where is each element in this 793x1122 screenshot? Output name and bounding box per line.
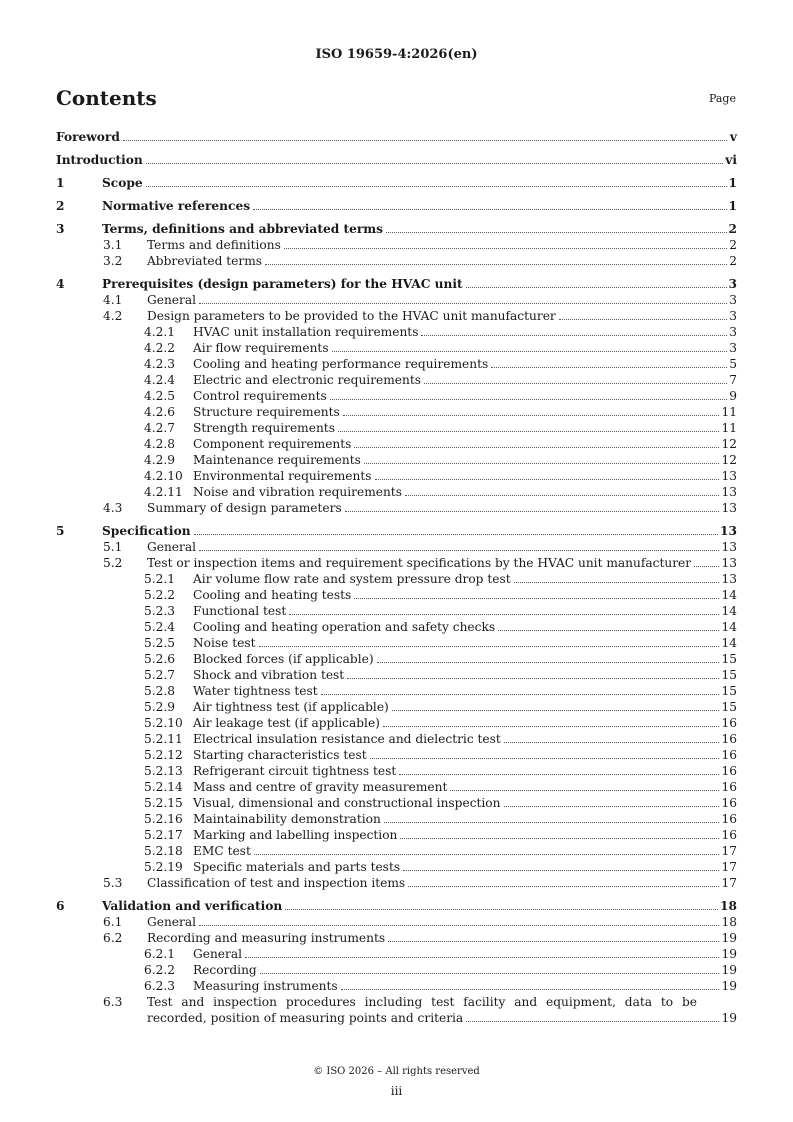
toc-entry[interactable] bbox=[56, 930, 737, 946]
toc-entry[interactable] bbox=[56, 651, 737, 667]
toc-entry-title: Maintainability demonstration bbox=[193, 812, 381, 826]
toc-entry[interactable] bbox=[56, 221, 737, 237]
toc-entry-number: 6 bbox=[56, 899, 65, 913]
dot-leader bbox=[330, 399, 727, 400]
toc-entry[interactable] bbox=[56, 667, 737, 683]
toc-entry-page: 3 bbox=[729, 293, 737, 307]
dot-leader bbox=[514, 582, 720, 583]
toc-entry-page: 3 bbox=[729, 341, 737, 355]
dot-leader bbox=[343, 415, 720, 416]
dot-leader bbox=[259, 646, 720, 647]
toc-entry-page: 1 bbox=[728, 199, 737, 213]
toc-entry-page: 2 bbox=[729, 254, 737, 268]
toc-entry-title: Normative references bbox=[102, 199, 251, 213]
toc-entry[interactable] bbox=[56, 500, 737, 516]
toc-entry-page: v bbox=[729, 130, 737, 144]
dot-leader bbox=[194, 534, 718, 535]
toc-entry-number: 6.1 bbox=[103, 915, 123, 929]
dot-leader bbox=[491, 367, 727, 368]
toc-entry-title: Cooling and heating operation and safety checks bbox=[193, 620, 496, 634]
dot-leader bbox=[392, 710, 720, 711]
dot-leader bbox=[466, 287, 727, 288]
toc-entry[interactable] bbox=[56, 420, 737, 436]
toc-entry[interactable] bbox=[56, 388, 737, 404]
toc-entry-title: Electrical insulation resistance and dielectric test bbox=[193, 732, 501, 746]
toc-entry[interactable] bbox=[56, 827, 737, 843]
toc-entry-page: 16 bbox=[721, 828, 737, 842]
toc-entry-title: Shock and vibration test bbox=[193, 668, 345, 682]
page-title: Contents bbox=[56, 86, 157, 110]
toc-entry-page: 17 bbox=[721, 860, 737, 874]
toc-entry-number: 5.2.6 bbox=[144, 652, 176, 666]
toc-entry-page: 16 bbox=[721, 796, 737, 810]
toc-entry-number: 3.1 bbox=[103, 238, 123, 252]
toc-entry-title: Specific materials and parts tests bbox=[193, 860, 401, 874]
toc-entry-number: 5 bbox=[56, 524, 65, 538]
dot-leader bbox=[466, 1021, 719, 1022]
toc-entry-title: Structure requirements bbox=[193, 405, 340, 419]
toc-entry-page: 19 bbox=[721, 931, 737, 945]
toc-entry-page: vi bbox=[725, 153, 737, 167]
dot-leader bbox=[146, 186, 727, 187]
dot-leader bbox=[284, 248, 727, 249]
toc-entry-title: EMC test bbox=[193, 844, 251, 858]
toc-entry-title: Test or inspection items and requirement specifications by the HVAC unit manufacturer bbox=[147, 556, 692, 570]
toc-entry-number: 5.2.2 bbox=[144, 588, 176, 602]
toc-entry-number: 5.2.15 bbox=[144, 796, 183, 810]
toc-entry[interactable] bbox=[56, 859, 737, 875]
toc-entry-title: Marking and labelling inspection bbox=[193, 828, 398, 842]
toc-entry[interactable] bbox=[56, 308, 737, 324]
page-number: iii bbox=[390, 1084, 403, 1098]
toc-entry-page: 14 bbox=[721, 604, 737, 618]
toc-entry[interactable] bbox=[56, 571, 737, 587]
toc-entry[interactable] bbox=[56, 914, 737, 930]
toc-entry-page: 15 bbox=[721, 700, 737, 714]
toc-entry-title: Terms, definitions and abbreviated terms bbox=[102, 222, 384, 236]
toc-entry-number: 6.2.2 bbox=[144, 963, 176, 977]
toc-entry-number: 5.2.19 bbox=[144, 860, 183, 874]
toc-entry-number: 5.2.3 bbox=[144, 604, 176, 618]
toc-entry-page: 12 bbox=[721, 437, 737, 451]
toc-entry[interactable] bbox=[56, 779, 737, 795]
toc-entry-title: Starting characteristics test bbox=[193, 748, 367, 762]
toc-entry-number: 4.2.3 bbox=[144, 357, 176, 371]
toc-entry-page: 14 bbox=[721, 636, 737, 650]
dot-leader bbox=[364, 463, 720, 464]
toc-entry-title: Summary of design parameters bbox=[147, 501, 342, 515]
dot-leader bbox=[388, 941, 719, 942]
toc-entry-page: 17 bbox=[721, 876, 737, 890]
dot-leader bbox=[341, 989, 720, 990]
toc-entry-title: Introduction bbox=[56, 153, 143, 167]
toc-entry[interactable] bbox=[56, 843, 737, 859]
toc-entry-title: Environmental requirements bbox=[193, 469, 372, 483]
toc-entry-title: Scope bbox=[102, 176, 143, 190]
dot-leader bbox=[332, 351, 727, 352]
toc-entry-page: 19 bbox=[721, 947, 737, 961]
toc-entry[interactable] bbox=[56, 683, 737, 699]
toc-entry-title: Abbreviated terms bbox=[147, 254, 263, 268]
toc-entry-page: 19 bbox=[721, 979, 737, 993]
dot-leader bbox=[399, 774, 719, 775]
toc-entry-number: 6.2.1 bbox=[144, 947, 176, 961]
toc-entry[interactable] bbox=[56, 175, 737, 191]
toc-entry-title: Measuring instruments bbox=[193, 979, 338, 993]
dot-leader bbox=[498, 630, 719, 631]
toc-entry-title: Recording bbox=[193, 963, 257, 977]
dot-leader bbox=[405, 495, 720, 496]
toc-entry-page: 16 bbox=[721, 780, 737, 794]
toc-entry-title: Air volume flow rate and system pressure drop test bbox=[193, 572, 511, 586]
toc-entry-title: Foreword bbox=[56, 130, 120, 144]
toc-entry[interactable] bbox=[56, 635, 737, 651]
toc-entry-title: Classification of test and inspection items bbox=[147, 876, 406, 890]
toc-entry-page: 1 bbox=[728, 176, 737, 190]
toc-entry-page: 13 bbox=[721, 469, 737, 483]
toc-entry-page: 13 bbox=[721, 540, 737, 554]
toc-entry-title: Refrigerant circuit tightness test bbox=[193, 764, 397, 778]
toc-entry-number: 5.2.13 bbox=[144, 764, 183, 778]
dot-leader bbox=[146, 163, 723, 164]
toc-entry-number: 5.1 bbox=[103, 540, 123, 554]
toc-entry-page: 16 bbox=[721, 716, 737, 730]
toc-entry-page: 13 bbox=[721, 501, 737, 515]
toc-entry[interactable] bbox=[56, 946, 737, 962]
dot-leader bbox=[424, 383, 727, 384]
dot-leader bbox=[338, 431, 720, 432]
toc-entry-number: 4.2.2 bbox=[144, 341, 176, 355]
toc-entry-title: Design parameters to be provided to the HVAC unit manufacturer bbox=[147, 309, 556, 323]
toc-entry-page: 2 bbox=[729, 238, 737, 252]
toc-entry-title: Air flow requirements bbox=[193, 341, 329, 355]
toc-entry-number: 4.1 bbox=[103, 293, 123, 307]
toc-entry-page: 19 bbox=[721, 1011, 737, 1025]
toc-entry-number: 5.2 bbox=[103, 556, 123, 570]
dot-leader bbox=[254, 854, 720, 855]
toc-entry[interactable] bbox=[56, 763, 737, 779]
toc-entry-page: 5 bbox=[729, 357, 737, 371]
toc-entry[interactable] bbox=[56, 324, 737, 340]
toc-entry[interactable] bbox=[56, 555, 737, 571]
toc-entry[interactable] bbox=[56, 468, 737, 484]
dot-leader bbox=[354, 598, 719, 599]
toc-entry[interactable] bbox=[56, 699, 737, 715]
dot-leader bbox=[504, 806, 720, 807]
dot-leader bbox=[199, 303, 727, 304]
toc-entry-number: 4 bbox=[56, 277, 65, 291]
toc-entry[interactable] bbox=[56, 603, 737, 619]
toc-entry-number: 5.2.16 bbox=[144, 812, 183, 826]
toc-entry[interactable] bbox=[56, 372, 737, 388]
toc-entry-title: Blocked forces (if applicable) bbox=[193, 652, 374, 666]
toc-entry-page: 14 bbox=[721, 620, 737, 634]
toc-entry-page: 11 bbox=[721, 405, 737, 419]
toc-entry-title: Air leakage test (if applicable) bbox=[193, 716, 380, 730]
toc-entry-page: 19 bbox=[721, 963, 737, 977]
toc-entry-page: 9 bbox=[729, 389, 737, 403]
dot-leader bbox=[321, 694, 720, 695]
toc-entry-number: 4.2.10 bbox=[144, 469, 183, 483]
toc-entry-title: Mass and centre of gravity measurement bbox=[193, 780, 448, 794]
toc-entry-page: 15 bbox=[721, 684, 737, 698]
dot-leader bbox=[265, 264, 727, 265]
toc-entry[interactable] bbox=[56, 898, 737, 914]
dot-leader bbox=[694, 566, 719, 567]
toc-entry-number: 4.2.1 bbox=[144, 325, 176, 339]
toc-entry-number: 4.2.4 bbox=[144, 373, 176, 387]
toc-entry[interactable] bbox=[56, 747, 737, 763]
toc-entry-page: 13 bbox=[721, 572, 737, 586]
toc-entry[interactable] bbox=[56, 619, 737, 635]
toc-entry[interactable] bbox=[56, 152, 737, 168]
toc-entry[interactable] bbox=[56, 253, 737, 269]
toc-entry[interactable] bbox=[56, 795, 737, 811]
dot-leader bbox=[384, 822, 720, 823]
toc-entry-page: 16 bbox=[721, 748, 737, 762]
toc-entry[interactable] bbox=[56, 129, 737, 145]
toc-entry-number: 2 bbox=[56, 199, 65, 213]
toc-entry[interactable] bbox=[56, 340, 737, 356]
toc-entry-page: 18 bbox=[720, 899, 737, 913]
toc-entry-title: Control requirements bbox=[193, 389, 327, 403]
toc-entry[interactable] bbox=[56, 731, 737, 747]
toc-entry-number: 4.2.9 bbox=[144, 453, 176, 467]
toc-entry[interactable] bbox=[56, 484, 737, 500]
dot-leader bbox=[421, 335, 727, 336]
toc-entry-page: 15 bbox=[721, 668, 737, 682]
toc-entry-number: 4.2.5 bbox=[144, 389, 176, 403]
toc-entry-number: 6.2 bbox=[103, 931, 123, 945]
dot-leader bbox=[253, 209, 726, 210]
toc-entry-number: 3.2 bbox=[103, 254, 123, 268]
toc-entry[interactable] bbox=[56, 356, 737, 372]
dot-leader bbox=[289, 614, 719, 615]
toc-entry[interactable] bbox=[56, 198, 737, 214]
toc-entry-title: HVAC unit installation requirements bbox=[193, 325, 419, 339]
toc-entry-number: 3 bbox=[56, 222, 65, 236]
dot-leader bbox=[559, 319, 727, 320]
toc-entry-page: 12 bbox=[721, 453, 737, 467]
toc-entry-number: 4.2.8 bbox=[144, 437, 176, 451]
dot-leader bbox=[245, 957, 719, 958]
toc-entry-page: 18 bbox=[721, 915, 737, 929]
toc-entry-number: 5.2.14 bbox=[144, 780, 183, 794]
toc-entry-title-line2: recorded, position of measuring points and criteria bbox=[147, 1011, 464, 1025]
toc-entry[interactable] bbox=[56, 994, 737, 1026]
toc-entry-title: Maintenance requirements bbox=[193, 453, 361, 467]
toc-entry-title: Terms and definitions bbox=[147, 238, 281, 252]
toc-entry[interactable] bbox=[56, 962, 737, 978]
toc-entry-title: General bbox=[147, 915, 196, 929]
toc-entry-number: 4.2.11 bbox=[144, 485, 183, 499]
toc-entry-title: Strength requirements bbox=[193, 421, 335, 435]
toc-entry[interactable] bbox=[56, 811, 737, 827]
toc-entry-number: 5.2.9 bbox=[144, 700, 176, 714]
toc-entry-title: General bbox=[147, 293, 196, 307]
toc-entry-page: 3 bbox=[729, 325, 737, 339]
toc-entry-number: 5.2.12 bbox=[144, 748, 183, 762]
toc-entry-title: Noise test bbox=[193, 636, 256, 650]
toc-entry-page: 14 bbox=[721, 588, 737, 602]
toc-entry-page: 16 bbox=[721, 764, 737, 778]
toc-entry-title: Visual, dimensional and constructional inspection bbox=[193, 796, 501, 810]
toc-entry[interactable] bbox=[56, 237, 737, 253]
toc-entry-number: 4.2.6 bbox=[144, 405, 176, 419]
dot-leader bbox=[383, 726, 720, 727]
toc-entry-title: Cooling and heating performance requirements bbox=[193, 357, 489, 371]
toc-entry-title-line1: Test and inspection procedures including test facility and equipment, data to be bbox=[147, 995, 697, 1009]
dot-leader bbox=[370, 758, 720, 759]
dot-leader bbox=[408, 886, 719, 887]
toc-entry-title: Noise and vibration requirements bbox=[193, 485, 402, 499]
toc-entry-title: Specification bbox=[102, 524, 191, 538]
dot-leader bbox=[260, 973, 720, 974]
toc-entry-number: 4.2.7 bbox=[144, 421, 176, 435]
toc-entry-title: Cooling and heating tests bbox=[193, 588, 352, 602]
toc-entry-page: 16 bbox=[721, 732, 737, 746]
dot-leader bbox=[345, 511, 720, 512]
toc-entry[interactable] bbox=[56, 715, 737, 731]
toc-entry-page: 13 bbox=[720, 524, 737, 538]
toc-entry-number: 4.3 bbox=[103, 501, 123, 515]
toc-entry-page: 13 bbox=[721, 485, 737, 499]
document-id-header: ISO 19659-4:2026(en) bbox=[315, 47, 478, 62]
toc-entry[interactable] bbox=[56, 539, 737, 555]
toc-entry-number: 5.3 bbox=[103, 876, 123, 890]
toc-entry-number: 5.2.8 bbox=[144, 684, 176, 698]
toc-entry-page: 7 bbox=[729, 373, 737, 387]
toc-entry-number: 5.2.11 bbox=[144, 732, 183, 746]
dot-leader bbox=[347, 678, 719, 679]
toc-entry-page: 11 bbox=[721, 421, 737, 435]
dot-leader bbox=[123, 140, 727, 141]
toc-entry[interactable] bbox=[56, 292, 737, 308]
toc-entry-number: 5.2.7 bbox=[144, 668, 176, 682]
toc-entry[interactable] bbox=[56, 276, 737, 292]
table-of-contents bbox=[56, 129, 737, 1026]
dot-leader bbox=[199, 550, 719, 551]
toc-entry-title: Validation and verification bbox=[102, 899, 283, 913]
dot-leader bbox=[285, 909, 718, 910]
toc-entry-page: 15 bbox=[721, 652, 737, 666]
toc-entry-page: 2 bbox=[728, 222, 737, 236]
toc-entry-title: Air tightness test (if applicable) bbox=[193, 700, 389, 714]
toc-entry-title: Water tightness test bbox=[193, 684, 318, 698]
dot-leader bbox=[400, 838, 719, 839]
toc-entry[interactable] bbox=[56, 875, 737, 891]
toc-entry-number: 5.2.1 bbox=[144, 572, 176, 586]
toc-entry[interactable] bbox=[56, 523, 737, 539]
dot-leader bbox=[199, 925, 719, 926]
toc-entry-number: 5.2.10 bbox=[144, 716, 183, 730]
toc-entry-page: 3 bbox=[729, 309, 737, 323]
toc-entry-title: Recording and measuring instruments bbox=[147, 931, 386, 945]
toc-entry-title: Component requirements bbox=[193, 437, 352, 451]
toc-entry-number: 1 bbox=[56, 176, 65, 190]
toc-entry-number: 6.2.3 bbox=[144, 979, 176, 993]
toc-entry-title: Prerequisites (design parameters) for the HVAC unit bbox=[102, 277, 463, 291]
toc-entry[interactable] bbox=[56, 452, 737, 468]
toc-entry[interactable] bbox=[56, 978, 737, 994]
toc-entry-page: 17 bbox=[721, 844, 737, 858]
toc-entry[interactable] bbox=[56, 587, 737, 603]
toc-entry-title: Functional test bbox=[193, 604, 287, 618]
toc-entry-number: 5.2.4 bbox=[144, 620, 176, 634]
dot-leader bbox=[377, 662, 720, 663]
toc-entry-page: 3 bbox=[728, 277, 737, 291]
toc-entry[interactable] bbox=[56, 436, 737, 452]
dot-leader bbox=[354, 447, 719, 448]
copyright-footer: © ISO 2026 – All rights reserved bbox=[313, 1066, 480, 1077]
toc-entry-page: 13 bbox=[721, 556, 737, 570]
toc-entry-number: 4.2 bbox=[103, 309, 123, 323]
toc-entry-number: 5.2.18 bbox=[144, 844, 183, 858]
dot-leader bbox=[375, 479, 720, 480]
toc-entry-title: Electric and electronic requirements bbox=[193, 373, 421, 387]
toc-entry[interactable] bbox=[56, 404, 737, 420]
toc-entry-number: 5.2.17 bbox=[144, 828, 183, 842]
toc-entry-title: General bbox=[147, 540, 196, 554]
toc-entry-number: 5.2.5 bbox=[144, 636, 176, 650]
toc-entry-title: General bbox=[193, 947, 242, 961]
page-column-label: Page bbox=[708, 92, 736, 105]
toc-entry-page: 16 bbox=[721, 812, 737, 826]
dot-leader bbox=[403, 870, 719, 871]
dot-leader bbox=[450, 790, 719, 791]
dot-leader bbox=[386, 232, 726, 233]
dot-leader bbox=[504, 742, 720, 743]
toc-entry-number: 6.3 bbox=[103, 995, 123, 1009]
